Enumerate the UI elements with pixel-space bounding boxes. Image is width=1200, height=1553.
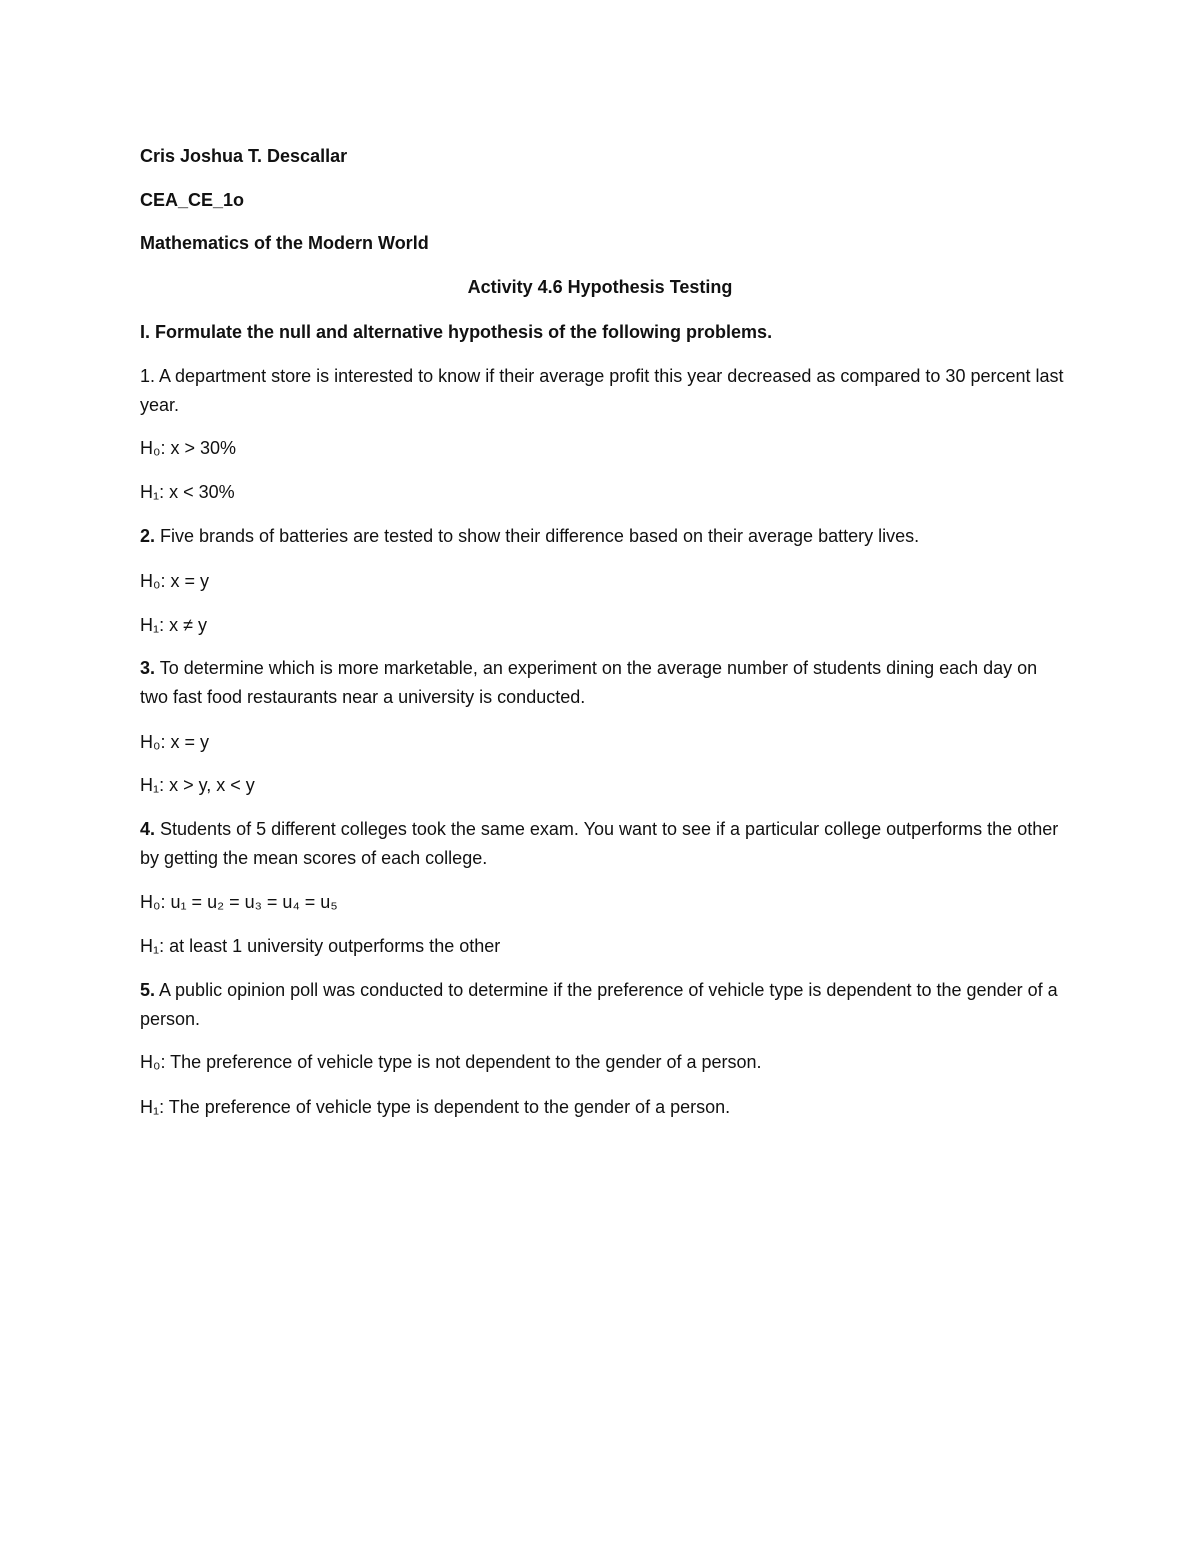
problem-5 (140, 976, 1070, 1034)
problem-1-number: 1. (140, 366, 156, 386)
problem-4-text: Students of 5 different colleges took the same exam. You want to see if a particular college outperforms the other by getting the mean scores of each college. (140, 819, 1059, 868)
problem-3-null-hypothesis: H₀: x = y (140, 732, 209, 752)
problem-2-text: Five brands of batteries are tested to show their difference based on their average battery lives. (155, 526, 920, 546)
activity-title: Activity 4.6 Hypothesis Testing (467, 277, 733, 297)
problem-3-text: To determine which is more marketable, an experiment on the average number of students dining each day on two fast food restaurants near a university is conducted. (140, 658, 1038, 707)
problem-2-alt-hypothesis: H₁: x ≠ y (140, 615, 207, 635)
student-name: Cris Joshua T. Descallar (140, 146, 348, 166)
problem-4-null-hypothesis: H₀: u₁ = u₂ = u₃ = u₄ = u₅ (140, 892, 338, 912)
problem-2-null-hypothesis: H₀: x = y (140, 571, 209, 591)
problem-1-alt-hypothesis: H₁: x < 30% (140, 482, 235, 502)
problem-4-alt-hypothesis: H₁: at least 1 university outperforms the other (140, 936, 501, 956)
problem-4-number: 4. (140, 819, 156, 839)
section-code: CEA_CE_1o (140, 190, 245, 210)
problem-5-text: A public opinion poll was conducted to determine if the preference of vehicle type is dependent to the gender of a person. (140, 980, 1058, 1029)
problem-5-number: 5. (140, 980, 156, 1000)
instruction-text: I. Formulate the null and alternative hypothesis of the following problems. (140, 322, 773, 342)
problem-5-null-hypothesis: H₀: The preference of vehicle type is not dependent to the gender of a person. (140, 1052, 762, 1072)
course-name: Mathematics of the Modern World (140, 233, 429, 253)
problem-1-text: A department store is interested to know if their average profit this year decreased as compared to 30 percent last year. (140, 366, 1064, 415)
problem-4 (140, 815, 1070, 873)
problem-1-null-hypothesis: H₀: x > 30% (140, 438, 237, 458)
problem-3-number: 3. (140, 658, 156, 678)
problem-2-number: 2. (140, 526, 156, 546)
problem-5-alt-hypothesis: H₁: The preference of vehicle type is dependent to the gender of a person. (140, 1097, 731, 1117)
problem-2 (140, 522, 1070, 551)
problem-1 (140, 362, 1070, 420)
problem-3 (140, 654, 1070, 712)
problem-3-alt-hypothesis: H₁: x > y, x < y (140, 775, 255, 795)
